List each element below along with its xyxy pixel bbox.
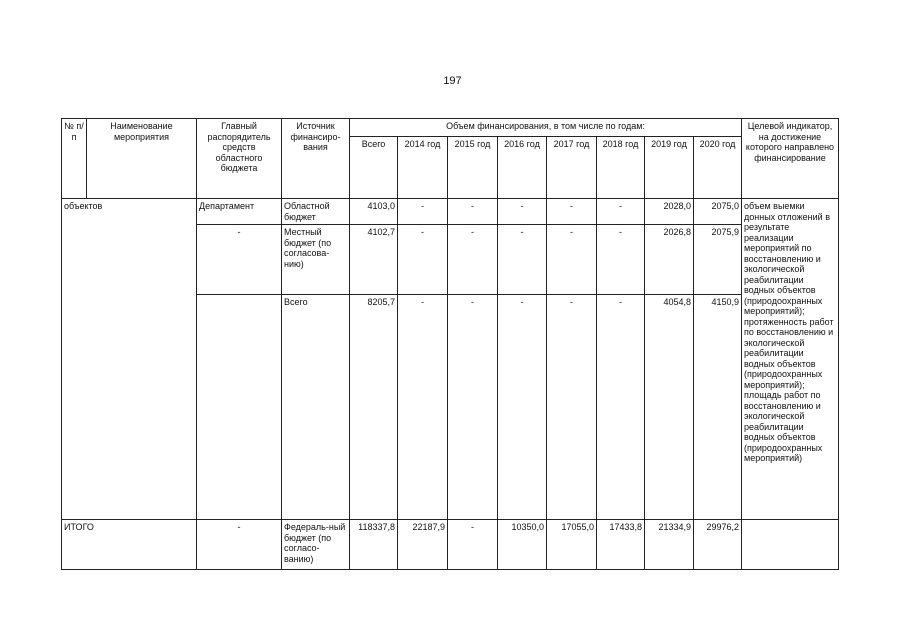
header-total: Всего	[350, 137, 398, 199]
y2019-cell: 4054,8	[645, 295, 694, 520]
header-y2018: 2018 год	[597, 137, 645, 199]
manager-cell: -	[197, 520, 282, 570]
header-row-1	[62, 119, 839, 137]
total-cell: 8205,7	[350, 295, 398, 520]
header-volume-group: Объем финансирования, в том числе по годам:	[350, 119, 742, 137]
y2017-cell: -	[547, 199, 597, 225]
header-y2015: 2015 год	[448, 137, 498, 199]
financing-table	[61, 118, 839, 570]
event-name-cell: объектов	[62, 199, 197, 520]
y2018-cell: -	[597, 295, 645, 520]
header-y2019: 2019 год	[645, 137, 694, 199]
target-indicator-cell: объем выемки донных отложений в результате реализации мероприятий по восстановлению и экологической реабилитации водных объектов (природоохранных мероприятий); протяженность работ по восстановлению и экологической реабилитации водных объектов (природоохранных мероприятий); площадь работ по восстановлению и экологической реабилитации водных объектов (природоохранных мероприятий)	[742, 199, 839, 520]
y2020-cell: 2075,0	[694, 199, 742, 225]
header-source: Источник финансиро-вания	[282, 119, 350, 199]
y2015-cell: -	[448, 225, 498, 295]
y2016-cell: 10350,0	[498, 520, 547, 570]
header-event-name: Наименование мероприятия	[87, 119, 197, 199]
header-y2017: 2017 год	[547, 137, 597, 199]
header-y2020: 2020 год	[694, 137, 742, 199]
y2017-cell: -	[547, 295, 597, 520]
y2019-cell: 2028,0	[645, 199, 694, 225]
y2019-cell: 2026,8	[645, 225, 694, 295]
table-row	[62, 199, 839, 225]
source-cell: Всего	[282, 295, 350, 520]
total-cell: 4102,7	[350, 225, 398, 295]
header-target: Целевой индикатор, на достижение которого направлено финансирование	[742, 119, 839, 199]
y2017-cell: 17055,0	[547, 520, 597, 570]
y2020-cell: 4150,9	[694, 295, 742, 520]
header-manager: Главный распорядитель средств областного бюджета	[197, 119, 282, 199]
y2014-cell: -	[398, 225, 448, 295]
y2018-cell: -	[597, 225, 645, 295]
y2014-cell: -	[398, 295, 448, 520]
y2016-cell: -	[498, 295, 547, 520]
total-label-cell: ИТОГО	[62, 520, 197, 570]
y2015-cell: -	[448, 199, 498, 225]
y2020-cell: 2075,9	[694, 225, 742, 295]
y2016-cell: -	[498, 225, 547, 295]
table-row	[62, 520, 839, 570]
y2020-cell: 29976,2	[694, 520, 742, 570]
y2014-cell: 22187,9	[398, 520, 448, 570]
header-num: № п/п	[62, 119, 87, 199]
y2017-cell: -	[547, 225, 597, 295]
y2016-cell: -	[498, 199, 547, 225]
header-y2016: 2016 год	[498, 137, 547, 199]
source-cell: Местный бюджет (по согласова-нию)	[282, 225, 350, 295]
y2019-cell: 21334,9	[645, 520, 694, 570]
header-y2014: 2014 год	[398, 137, 448, 199]
y2018-cell: -	[597, 199, 645, 225]
y2018-cell: 17433,8	[597, 520, 645, 570]
manager-cell	[197, 295, 282, 520]
manager-cell: -	[197, 225, 282, 295]
y2014-cell: -	[398, 199, 448, 225]
y2015-cell: -	[448, 295, 498, 520]
total-cell: 118337,8	[350, 520, 398, 570]
source-cell: Областной бюджет	[282, 199, 350, 225]
target-indicator-cell	[742, 520, 839, 570]
total-cell: 4103,0	[350, 199, 398, 225]
manager-cell: Департамент	[197, 199, 282, 225]
y2015-cell: -	[448, 520, 498, 570]
page-number: 197	[443, 75, 462, 87]
source-cell: Федераль-ный бюджет (по согласо-ванию)	[282, 520, 350, 570]
